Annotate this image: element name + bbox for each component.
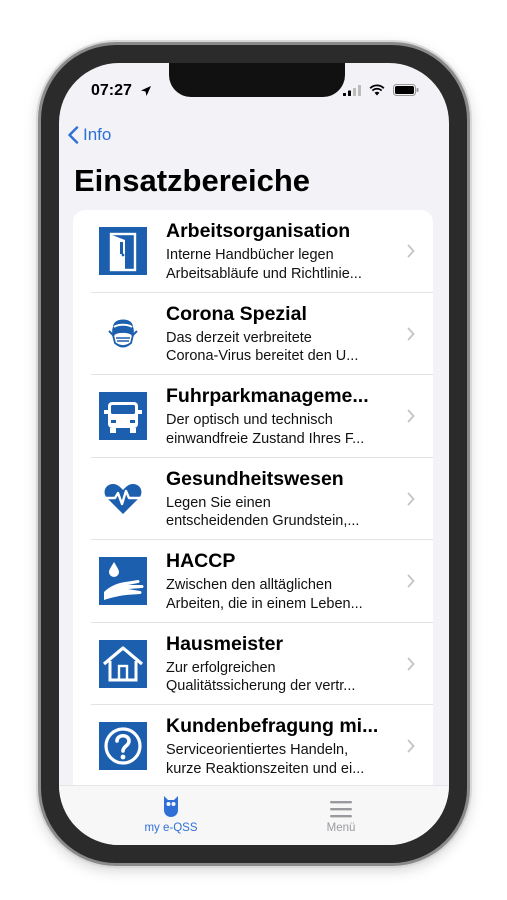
hamburger-menu-icon <box>281 794 401 818</box>
tab-label: Menü <box>326 822 356 834</box>
item-description: Das derzeit verbreitete Corona-Virus bereitet den U... <box>166 329 359 365</box>
list-item-arbeitsorganisation[interactable] <box>73 210 433 293</box>
item-title: Hausmeister <box>166 632 284 655</box>
battery-icon <box>393 84 419 96</box>
item-title: HACCP <box>166 550 236 573</box>
heart-pulse-icon <box>98 474 148 524</box>
wifi-icon <box>369 84 385 96</box>
item-description: Interne Handbücher legen Arbeitsabläufe und Richtlinie... <box>166 247 362 282</box>
signal-icon <box>343 85 361 96</box>
list-item-gesundheitswesen[interactable] <box>73 458 433 541</box>
owl-icon <box>111 794 231 818</box>
chevron-left-icon <box>67 126 79 144</box>
tab-my-eqss[interactable] <box>111 794 231 834</box>
status-time: 07:27 <box>91 82 132 99</box>
tab-label: my e-QSS <box>144 822 198 834</box>
chevron-right-icon <box>407 409 415 423</box>
mask-icon <box>98 309 148 359</box>
item-description: Legen Sie einen entscheidenden Grundstein,... <box>166 494 360 530</box>
chevron-right-icon <box>407 574 415 588</box>
phone-frame <box>38 42 470 866</box>
status-bar <box>59 78 449 102</box>
item-title: Fuhrparkmanageme... <box>166 385 369 408</box>
chevron-right-icon <box>407 327 415 341</box>
list-item-haccp[interactable] <box>73 540 433 623</box>
chevron-right-icon <box>407 492 415 506</box>
list-item-hausmeister[interactable] <box>73 623 433 706</box>
tab-menu[interactable] <box>281 794 401 834</box>
door-icon <box>98 226 148 276</box>
item-description: Zur erfolgreichen Qualitätssicherung der vertr... <box>166 659 356 695</box>
back-button[interactable] <box>67 125 111 145</box>
screen <box>59 63 449 845</box>
area-list <box>73 210 433 810</box>
location-arrow-icon <box>140 84 152 102</box>
hand-wash-icon <box>98 556 148 606</box>
list-item-fuhrparkmanagement[interactable] <box>73 375 433 458</box>
question-icon <box>98 721 148 771</box>
item-description: Serviceorientiertes Handeln, kurze Reaktionszeiten und ei... <box>166 742 365 777</box>
item-description: Der optisch und technisch einwandfreie Zustand Ihres F... <box>166 412 365 447</box>
item-title: Corona Spezial <box>166 302 307 325</box>
item-title: Kundenbefragung mi... <box>166 715 379 738</box>
chevron-right-icon <box>407 657 415 671</box>
item-title: Gesundheitswesen <box>166 467 344 490</box>
item-description: Zwischen den alltäglichen Arbeiten, die in einem Leben... <box>166 577 363 612</box>
house-icon <box>98 639 148 689</box>
van-icon <box>98 391 148 441</box>
page-title: Einsatzbereiche <box>74 163 311 198</box>
list-item-corona-spezial[interactable] <box>73 293 433 376</box>
item-title: Arbeitsorganisation <box>166 220 351 243</box>
tab-bar <box>59 785 449 845</box>
chevron-right-icon <box>407 244 415 258</box>
status-icons <box>343 84 419 96</box>
back-label: Info <box>83 125 112 144</box>
list-item-kundenbefragung[interactable] <box>73 705 433 788</box>
chevron-right-icon <box>407 739 415 753</box>
